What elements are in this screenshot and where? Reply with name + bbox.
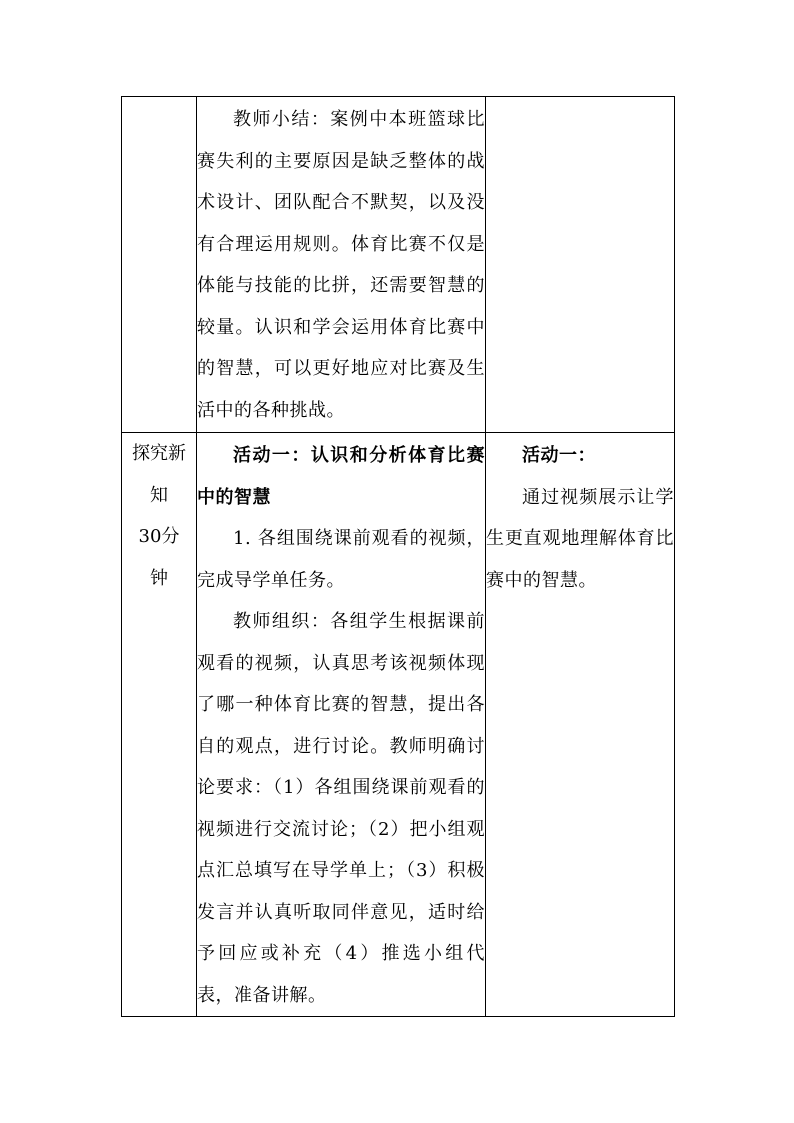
content-cell: [197, 433, 486, 1017]
table-row: [122, 433, 675, 1017]
activity-note-text: 通过视频展示让学生更直观地理解体育比赛中的智慧。: [486, 486, 674, 591]
teacher-organization-paragraph: 教师组织：各组学生根据课前观看的视频，认真思考该视频体现了哪一种体育比赛的智慧，提出各自的观点，进行讨论。教师明确讨论要求：（1）各组围绕课前观看的视频进行交流讨论；（2）把小组观点汇总填写在导学单上；（3）积极发言并认真听取同伴意见，适时给予回应或补充（4）推选小组代表，准备讲解。: [197, 611, 485, 1006]
phase-duration-line: 30分: [138, 526, 180, 547]
notes-cell: [486, 97, 675, 433]
phase-cell: [122, 433, 197, 1017]
activity-note-heading: 活动一：: [522, 445, 596, 466]
phase-label-line: 探究新: [132, 443, 186, 464]
teacher-summary-paragraph: 教师小结：案例中本班篮球比赛失利的主要原因是缺乏整体的战术设计、团队配合不默契，以及没有合理运用规则。体育比赛不仅是体能与技能的比拼，还需要智慧的较量。认识和学会运用体育比赛中的智慧，可以更好地应对比赛及生活中的各种挑战。: [197, 109, 485, 421]
content-cell: [197, 97, 486, 433]
phase-label-line: 知: [150, 484, 168, 506]
phase-duration-line: 钟: [150, 567, 168, 589]
task-paragraph: 1. 各组围绕课前观看的视频，完成导学单任务。: [197, 528, 485, 591]
notes-cell: [486, 433, 675, 1017]
activity-heading: 活动一：认识和分析体育比赛中的智慧: [197, 445, 485, 508]
table-row: [122, 97, 675, 433]
lesson-plan-table: [121, 96, 675, 1017]
phase-cell: [122, 97, 197, 433]
